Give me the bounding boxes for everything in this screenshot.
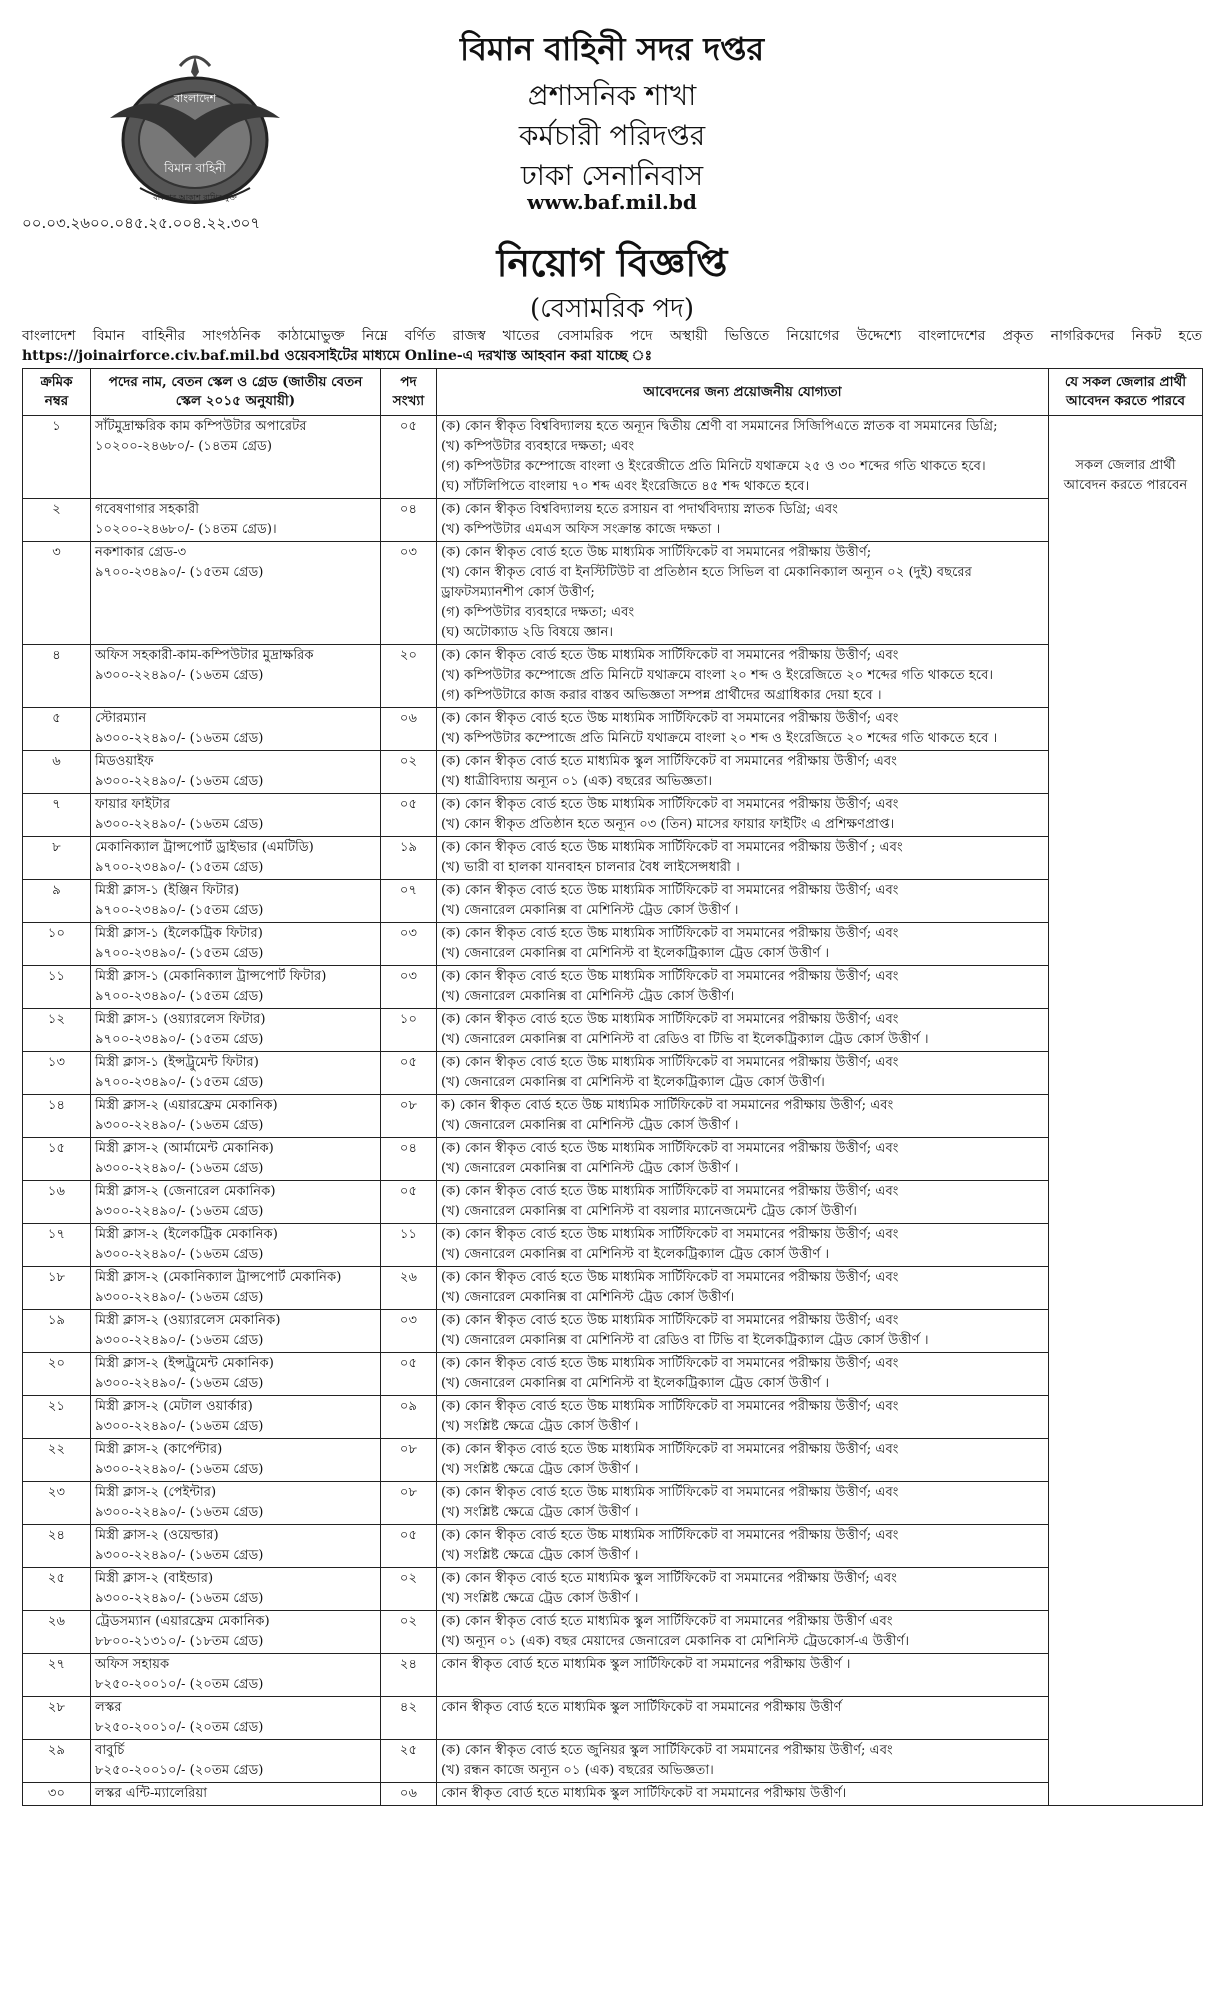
- row-post-count: ০৮: [381, 1482, 437, 1525]
- qualification-line: (খ) রন্ধন কাজে অন্যূন ০১ (এক) বছরের অভিজ্ঞতা।: [441, 1763, 714, 1778]
- qualification-line: (খ) জেনারেল মেকানিক্স বা মেশিনিস্ট ট্রেড কোর্স উত্তীর্ণ ।: [441, 1118, 739, 1133]
- position-name: বাবুর্চি: [95, 1743, 125, 1758]
- position-name: মিস্ত্রী ক্লাস-২ (জেনারেল মেকানিক): [95, 1184, 276, 1199]
- position-name: মিস্ত্রী ক্লাস-২ (ওয়্যারলেস মেকানিক): [95, 1313, 281, 1328]
- row-post-count: ৪২: [381, 1697, 437, 1740]
- qualification-line: কোন স্বীকৃত বোর্ড হতে মাধ্যমিক স্কুল সার্টিফিকেট বা সমমানের পরীক্ষায় উত্তীর্ণ: [441, 1700, 842, 1715]
- position-name: মেকানিক্যাল ট্রান্সপোর্ট ড্রাইভার (এমটিডি): [95, 840, 314, 855]
- row-serial: ১০: [23, 923, 91, 966]
- recruitment-table: [22, 368, 1203, 1806]
- row-qualification: [437, 499, 1049, 542]
- row-post-count: ১১: [381, 1224, 437, 1267]
- position-name: গবেষণাগার সহকারী: [95, 502, 199, 517]
- qualification-line: (খ) কোন স্বীকৃত প্রতিষ্ঠান হতে অন্যূন ০৩ (তিন) মাসের ফায়ার ফাইটিং এ প্রশিক্ষণপ্রাপ্ত।: [441, 817, 895, 832]
- table-row: [23, 1396, 1203, 1439]
- table-row: [23, 1181, 1203, 1224]
- pay-scale: ৯৩০০-২২৪৯০/- (১৬তম গ্রেড): [95, 774, 264, 789]
- row-qualification: [437, 751, 1049, 794]
- qualification-line: ক) কোন স্বীকৃত বোর্ড হতে উচ্চ মাধ্যমিক সার্টিফিকেট বা সমমানের পরীক্ষায় উত্তীর্ণ; এবং: [441, 1098, 894, 1113]
- table-row: [23, 751, 1203, 794]
- table-row: [23, 1353, 1203, 1396]
- table-row: [23, 708, 1203, 751]
- table-row: [23, 1439, 1203, 1482]
- position-name: সাঁটমুদ্রাক্ষরিক কাম কম্পিউটার অপারেটর: [95, 419, 307, 434]
- qualification-line: (ক) কোন স্বীকৃত বোর্ড হতে উচ্চ মাধ্যমিক সার্টিফিকেট বা সমমানের পরীক্ষায় উত্তীর্ণ; এবং: [441, 1528, 899, 1543]
- intro-paragraph: [22, 326, 1202, 366]
- row-serial: ৫: [23, 708, 91, 751]
- qualification-line: (ক) কোন স্বীকৃত বোর্ড হতে উচ্চ মাধ্যমিক সার্টিফিকেট বা সমমানের পরীক্ষায় উত্তীর্ণ; এবং: [441, 883, 899, 898]
- qualification-line: (ক) কোন স্বীকৃত বোর্ড হতে উচ্চ মাধ্যমিক সার্টিফিকেট বা সমমানের পরীক্ষায় উত্তীর্ণ; এবং: [441, 1442, 899, 1457]
- row-position: [91, 1052, 381, 1095]
- table-row: [23, 1568, 1203, 1611]
- row-serial: ২৪: [23, 1525, 91, 1568]
- pay-scale: ৯৭০০-২৩৪৯০/- (১৫তম গ্রেড): [95, 1075, 264, 1090]
- row-qualification: [437, 1310, 1049, 1353]
- position-name: ফায়ার ফাইটার: [95, 797, 171, 812]
- row-qualification: [437, 1697, 1049, 1740]
- row-post-count: ০২: [381, 1611, 437, 1654]
- qualification-line: (খ) জেনারেল মেকানিক্স বা মেশিনিস্ট বা ইলেকট্রিক্যাল ট্রেড কোর্স উত্তীর্ণ ।: [441, 1376, 830, 1391]
- pay-scale: ৯৭০০-২৩৪৯০/- (১৫তম গ্রেড): [95, 989, 264, 1004]
- table-row: [23, 966, 1203, 1009]
- row-position: [91, 1138, 381, 1181]
- position-name: লস্কর এন্টি-ম্যালেরিয়া: [95, 1786, 208, 1801]
- row-position: [91, 1568, 381, 1611]
- position-name: নকশাকার গ্রেড-৩: [95, 545, 187, 560]
- table-row: [23, 1482, 1203, 1525]
- qualification-line: (ক) কোন স্বীকৃত বোর্ড হতে উচ্চ মাধ্যমিক সার্টিফিকেট বা সমমানের পরীক্ষায় উত্তীর্ণ; এবং: [441, 1141, 899, 1156]
- qualification-line: (গ) কম্পিউটারে কাজ করার বাস্তব অভিজ্ঞতা সম্পন্ন প্রার্থীদের অগ্রাধিকার দেয়া হবে ।: [441, 688, 882, 703]
- qualification-line: (ক) কোন স্বীকৃত বোর্ড হতে উচ্চ মাধ্যমিক সার্টিফিকেট বা সমমানের পরীক্ষায় উত্তীর্ণ; এবং: [441, 1270, 899, 1285]
- row-serial: ১৮: [23, 1267, 91, 1310]
- table-row: [23, 645, 1203, 708]
- qualification-line: (ঘ) সাঁটলিপিতে বাংলায় ৭০ শব্দ এবং ইংরেজিতে ৪৫ শব্দ থাকতে হবে।: [441, 479, 810, 494]
- row-post-count: ০৮: [381, 1095, 437, 1138]
- row-position: [91, 751, 381, 794]
- row-position: [91, 966, 381, 1009]
- row-qualification: [437, 1353, 1049, 1396]
- qualification-line: (ক) কোন স্বীকৃত বোর্ড হতে উচ্চ মাধ্যমিক সার্টিফিকেট বা সমমানের পরীক্ষায় উত্তীর্ণ; এবং: [441, 1227, 899, 1242]
- pay-scale: ৮২৫০-২০০১০/- (২০তম গ্রেড): [95, 1763, 264, 1778]
- qualification-line: (ক) কোন স্বীকৃত বোর্ড হতে উচ্চ মাধ্যমিক সার্টিফিকেট বা সমমানের পরীক্ষায় উত্তীর্ণ ; এবং: [441, 840, 903, 855]
- qualification-line: (ক) কোন স্বীকৃত বোর্ড হতে উচ্চ মাধ্যমিক সার্টিফিকেট বা সমমানের পরীক্ষায় উত্তীর্ণ; এবং: [441, 797, 899, 812]
- table-header-row: [23, 369, 1203, 416]
- row-serial: ২১: [23, 1396, 91, 1439]
- org-name: বিমান বাহিনী সদর দপ্তর: [459, 30, 765, 68]
- pay-scale: ৯৩০০-২২৪৯০/- (১৬তম গ্রেড): [95, 1548, 264, 1563]
- row-post-count: ২৬: [381, 1267, 437, 1310]
- qualification-line: (খ) জেনারেল মেকানিক্স বা মেশিনিস্ট বা ইলেকট্রিক্যাল ট্রেড কোর্স উত্তীর্ণ ।: [441, 1247, 830, 1262]
- row-qualification: [437, 1224, 1049, 1267]
- row-post-count: ০৪: [381, 499, 437, 542]
- qualification-line: (ক) কোন স্বীকৃত বোর্ড হতে উচ্চ মাধ্যমিক সার্টিফিকেট বা সমমানের পরীক্ষায় উত্তীর্ণ; এবং: [441, 969, 899, 984]
- qualification-line: (খ) জেনারেল মেকানিক্স বা মেশিনিস্ট ট্রেড কোর্স উত্তীর্ণ।: [441, 1290, 735, 1305]
- pay-scale: ৯৩০০-২২৪৯০/- (১৬তম গ্রেড): [95, 1376, 264, 1391]
- qualification-line: (খ) জেনারেল মেকানিক্স বা মেশিনিস্ট বা ইলেকট্রিক্যাল ট্রেড কোর্স উত্তীর্ণ।: [441, 1075, 825, 1090]
- pay-scale: ৮২৫০-২০০১০/- (২০তম গ্রেড): [95, 1677, 264, 1692]
- row-post-count: ০৬: [381, 708, 437, 751]
- pay-scale: ৯৭০০-২৩৪৯০/- (১৫তম গ্রেড): [95, 860, 264, 875]
- row-serial: ৯: [23, 880, 91, 923]
- row-qualification: [437, 880, 1049, 923]
- row-post-count: ০৫: [381, 1052, 437, 1095]
- pay-scale: ৮২৫০-২০০১০/- (২০তম গ্রেড): [95, 1720, 264, 1735]
- row-serial: ২৯: [23, 1740, 91, 1783]
- row-post-count: ০৭: [381, 880, 437, 923]
- row-position: [91, 1525, 381, 1568]
- memo-number: ০০.০৩.২৬০০.০৪৫.২৫.০০৪.২২.৩০৭: [22, 214, 261, 232]
- qualification-line: (ক) কোন স্বীকৃত বোর্ড হতে উচ্চ মাধ্যমিক সার্টিফিকেট বা সমমানের পরীক্ষায় উত্তীর্ণ; এবং: [441, 1184, 899, 1199]
- table-row: [23, 1310, 1203, 1353]
- table-row: [23, 1525, 1203, 1568]
- table-body: [23, 416, 1203, 1806]
- position-name: মিস্ত্রী ক্লাস-২ (পেইন্টার): [95, 1485, 217, 1500]
- header-district: যে সকল জেলার প্রার্থী আবেদন করতে পারবে: [1049, 369, 1203, 416]
- directorate-name: কর্মচারী পরিদপ্তর: [518, 119, 706, 152]
- row-post-count: ০৯: [381, 1396, 437, 1439]
- pay-scale: ৮৮০০-২১৩১০/- (১৮তম গ্রেড): [95, 1634, 264, 1649]
- row-position: [91, 1224, 381, 1267]
- row-serial: ৭: [23, 794, 91, 837]
- position-name: মিস্ত্রী ক্লাস-১ (ইঞ্জিন ফিটার): [95, 883, 240, 898]
- header-qualification: আবেদনের জন্য প্রয়োজনীয় যোগ্যতা: [437, 369, 1049, 416]
- qualification-line: (গ) কম্পিউটার কম্পোজে বাংলা ও ইংরেজীতে প্রতি মিনিটে যথাক্রমে ২৫ ও ৩০ শব্দের গতি থাকতে হবে।: [441, 459, 986, 474]
- qualification-line: (খ) জেনারেল মেকানিক্স বা মেশিনিস্ট বা রেডিও বা টিভি বা ইলেকট্রিক্যাল ট্রেড কোর্স উত্তীর্ণ ।: [441, 1032, 929, 1047]
- row-post-count: ২০: [381, 645, 437, 708]
- row-position: [91, 542, 381, 645]
- row-qualification: [437, 1439, 1049, 1482]
- qualification-line: (খ) সংশ্লিষ্ট ক্ষেত্রে ট্রেড কোর্স উত্তীর্ণ ।: [441, 1548, 639, 1563]
- table-row: [23, 499, 1203, 542]
- header-count: পদ সংখ্যা: [381, 369, 437, 416]
- row-post-count: ২৫: [381, 1740, 437, 1783]
- row-serial: ১৭: [23, 1224, 91, 1267]
- website-text: www.baf.mil.bd: [527, 190, 697, 214]
- qualification-line: কোন স্বীকৃত বোর্ড হতে মাধ্যমিক স্কুল সার্টিফিকেট বা সমমানের পরীক্ষায় উত্তীর্ণ।: [441, 1786, 847, 1801]
- row-serial: ২৭: [23, 1654, 91, 1697]
- row-serial: ২৩: [23, 1482, 91, 1525]
- table-row: [23, 923, 1203, 966]
- table-row: [23, 880, 1203, 923]
- qualification-line: (খ) জেনারেল মেকানিক্স বা মেশিনিস্ট বা রেডিও বা টিভি বা ইলেকট্রিক্যাল ট্রেড কোর্স উত্তীর্ণ ।: [441, 1333, 929, 1348]
- logo-motto: বাংলার আকাশ রাখিব মুক্ত: [153, 193, 237, 202]
- header-position: পদের নাম, বেতন স্কেল ও গ্রেড (জাতীয় বেতন স্কেল ২০১৫ অনুযায়ী): [91, 369, 381, 416]
- row-qualification: [437, 1267, 1049, 1310]
- position-name: মিস্ত্রী ক্লাস-২ (কার্পেন্টার): [95, 1442, 223, 1457]
- notice-title: নিয়োগ বিজ্ঞপ্তি: [496, 240, 728, 285]
- table-row: [23, 1224, 1203, 1267]
- row-position: [91, 794, 381, 837]
- table-row: [23, 1611, 1203, 1654]
- position-name: মিস্ত্রী ক্লাস-২ (ওয়েল্ডার): [95, 1528, 219, 1543]
- table-row: [23, 1697, 1203, 1740]
- qualification-line: (খ) জেনারেল মেকানিক্স বা মেশিনিস্ট ট্রেড কোর্স উত্তীর্ণ ।: [441, 903, 739, 918]
- row-qualification: [437, 1740, 1049, 1783]
- qualification-line: (ক) কোন স্বীকৃত বোর্ড হতে উচ্চ মাধ্যমিক সার্টিফিকেট বা সমমানের পরীক্ষায় উত্তীর্ণ; এবং: [441, 711, 899, 726]
- qualification-line: (ক) কোন স্বীকৃত বোর্ড হতে উচ্চ মাধ্যমিক সার্টিফিকেট বা সমমানের পরীক্ষায় উত্তীর্ণ; এবং: [441, 1399, 899, 1414]
- row-qualification: [437, 1052, 1049, 1095]
- row-position: [91, 416, 381, 499]
- location: ঢাকা সেনানিবাস: [520, 159, 704, 192]
- row-serial: ৩০: [23, 1783, 91, 1806]
- row-serial: ২২: [23, 1439, 91, 1482]
- row-position: [91, 1740, 381, 1783]
- row-post-count: ১৯: [381, 837, 437, 880]
- qualification-line: (খ) সংশ্লিষ্ট ক্ষেত্রে ট্রেড কোর্স উত্তীর্ণ ।: [441, 1505, 639, 1520]
- row-qualification: [437, 416, 1049, 499]
- qualification-line: (খ) কম্পিউটার কম্পোজে প্রতি মিনিটে যথাক্রমে বাংলা ২০ শব্দ ও ইংরেজিতে ২০ শব্দের গতি থাকতে হবে ।: [441, 731, 998, 746]
- row-post-count: ০৩: [381, 1310, 437, 1353]
- qualification-line: (খ) সংশ্লিষ্ট ক্ষেত্রে ট্রেড কোর্স উত্তীর্ণ ।: [441, 1462, 639, 1477]
- notice-subtitle: (বেসামরিক পদ): [530, 294, 694, 324]
- row-qualification: [437, 1482, 1049, 1525]
- row-qualification: [437, 542, 1049, 645]
- qualification-line: (খ) জেনারেল মেকানিক্স বা মেশিনিস্ট ট্রেড কোর্স উত্তীর্ণ।: [441, 989, 735, 1004]
- position-name: মিস্ত্রী ক্লাস-১ (ইলেকট্রিক ফিটার): [95, 926, 263, 941]
- qualification-line: (ঘ) অটোক্যাড ২ডি বিষয়ে জ্ঞান।: [441, 625, 614, 640]
- row-qualification: [437, 1181, 1049, 1224]
- header-serial: ক্রমিক নম্বর: [23, 369, 91, 416]
- qualification-line: কোন স্বীকৃত বোর্ড হতে মাধ্যমিক স্কুল সার্টিফিকেট বা সমমানের পরীক্ষায় উত্তীর্ণ ।: [441, 1657, 851, 1672]
- qualification-line: (খ) কম্পিউটার কম্পোজে প্রতি মিনিটে যথাক্রমে বাংলা ২০ শব্দ ও ইংরেজিতে ২০ শব্দের গতি থাকতে হবে।: [441, 668, 994, 683]
- row-post-count: ০৩: [381, 923, 437, 966]
- row-position: [91, 1783, 381, 1806]
- qualification-line: (ক) কোন স্বীকৃত বিশ্ববিদ্যালয় হতে রসায়ন বা পদার্থবিদ্যায় স্নাতক ডিগ্রি; এবং: [441, 502, 838, 517]
- position-name: মিস্ত্রী ক্লাস-১ (ইন্সট্রুমেন্ট ফিটার): [95, 1055, 259, 1070]
- qualification-line: (খ) সংশ্লিষ্ট ক্ষেত্রে ট্রেড কোর্স উত্তীর্ণ ।: [441, 1591, 639, 1606]
- row-serial: ৬: [23, 751, 91, 794]
- qualification-line: (ক) কোন স্বীকৃত বিশ্ববিদ্যালয় হতে অন্যূন দ্বিতীয় শ্রেণী বা সমমানের সিজিপিএতে স্নাতক বা সমমানের ডিগ্রি;: [441, 419, 998, 434]
- qualification-line: (খ) জেনারেল মেকানিক্স বা মেশিনিস্ট ট্রেড কোর্স উত্তীর্ণ ।: [441, 1161, 739, 1176]
- row-qualification: [437, 1611, 1049, 1654]
- table-row: [23, 542, 1203, 645]
- table-row: [23, 1009, 1203, 1052]
- qualification-line: (খ) জেনারেল মেকানিক্স বা মেশিনিস্ট বা ইলেকট্রিক্যাল ট্রেড কোর্স উত্তীর্ণ ।: [441, 946, 830, 961]
- pay-scale: ৯৩০০-২২৪৯০/- (১৬তম গ্রেড): [95, 1419, 264, 1434]
- district-eligibility: সকল জেলার প্রার্থী আবেদন করতে পারবেন: [1049, 416, 1203, 1806]
- qualification-line: (ক) কোন স্বীকৃত বোর্ড হতে উচ্চ মাধ্যমিক সার্টিফিকেট বা সমমানের পরীক্ষায় উত্তীর্ণ; এবং: [441, 1055, 899, 1070]
- row-position: [91, 1697, 381, 1740]
- position-name: মিস্ত্রী ক্লাস-১ (মেকানিক্যাল ট্রান্সপোর্ট ফিটার): [95, 969, 327, 984]
- pay-scale: ১০২০০-২৪৬৮০/- (১৪তম গ্রেড): [95, 439, 272, 454]
- row-position: [91, 1482, 381, 1525]
- row-qualification: [437, 1396, 1049, 1439]
- qualification-line: (ক) কোন স্বীকৃত বোর্ড হতে উচ্চ মাধ্যমিক সার্টিফিকেট বা সমমানের পরীক্ষায় উত্তীর্ণ; এবং: [441, 926, 899, 941]
- qualification-line: (ক) কোন স্বীকৃত বোর্ড হতে উচ্চ মাধ্যমিক সার্টিফিকেট বা সমমানের পরীক্ষায় উত্তীর্ণ; এবং: [441, 1485, 899, 1500]
- qualification-line: (খ) কম্পিউটার এমএস অফিস সংক্রান্ত কাজে দক্ষতা ।: [441, 522, 721, 537]
- row-position: [91, 1267, 381, 1310]
- qualification-line: (ক) কোন স্বীকৃত বোর্ড হতে মাধ্যমিক স্কুল সার্টিফিকেট বা সমমানের পরীক্ষায় উত্তীর্ণ; এবং: [441, 1571, 897, 1586]
- row-qualification: [437, 1525, 1049, 1568]
- row-position: [91, 499, 381, 542]
- row-serial: ১৬: [23, 1181, 91, 1224]
- position-name: লস্কর: [95, 1700, 122, 1715]
- qualification-line: (গ) কম্পিউটার ব্যবহারে দক্ষতা; এবং: [441, 605, 635, 620]
- qualification-line: (খ) ধাত্রীবিদ্যায় অন্যূন ০১ (এক) বছরের অভিজ্ঞতা।: [441, 774, 713, 789]
- row-position: [91, 1439, 381, 1482]
- row-position: [91, 1009, 381, 1052]
- logo-top-text: বাংলাদেশ: [173, 92, 217, 105]
- pay-scale: ৯৩০০-২২৪৯০/- (১৬তম গ্রেড): [95, 668, 264, 683]
- qualification-line: (ক) কোন স্বীকৃত বোর্ড হতে মাধ্যমিক স্কুল সার্টিফিকেট বা সমমানের পরীক্ষায় উত্তীর্ণ; এবং: [441, 754, 897, 769]
- row-serial: ১২: [23, 1009, 91, 1052]
- row-serial: ৮: [23, 837, 91, 880]
- table-row: [23, 1052, 1203, 1095]
- position-name: অফিস সহায়ক: [95, 1657, 170, 1672]
- row-serial: ১৩: [23, 1052, 91, 1095]
- logo-bottom-text: বিমান বাহিনী: [164, 161, 226, 175]
- row-post-count: ০৪: [381, 1138, 437, 1181]
- row-post-count: ০৫: [381, 1181, 437, 1224]
- qualification-line: (খ) জেনারেল মেকানিক্স বা মেশিনিস্ট বা বয়লার ম্যানেজমেন্ট ট্রেড কোর্স উত্তীর্ণ।: [441, 1204, 857, 1219]
- row-post-count: ০৮: [381, 1439, 437, 1482]
- row-position: [91, 1181, 381, 1224]
- row-qualification: [437, 1138, 1049, 1181]
- row-post-count: ০৫: [381, 1353, 437, 1396]
- position-name: মিস্ত্রী ক্লাস-১ (ওয়্যারলেস ফিটার): [95, 1012, 266, 1027]
- row-position: [91, 1654, 381, 1697]
- row-position: [91, 880, 381, 923]
- row-qualification: [437, 966, 1049, 1009]
- row-post-count: ০২: [381, 1568, 437, 1611]
- pay-scale: ৯৩০০-২২৪৯০/- (১৬তম গ্রেড): [95, 1333, 264, 1348]
- row-post-count: ২৪: [381, 1654, 437, 1697]
- row-qualification: [437, 645, 1049, 708]
- table-row: [23, 837, 1203, 880]
- row-serial: ৩: [23, 542, 91, 645]
- pay-scale: ৯৩০০-২২৪৯০/- (১৬তম গ্রেড): [95, 1118, 264, 1133]
- row-serial: ২: [23, 499, 91, 542]
- row-qualification: [437, 1783, 1049, 1806]
- qualification-line: (ক) কোন স্বীকৃত বোর্ড হতে উচ্চ মাধ্যমিক সার্টিফিকেট বা সমমানের পরীক্ষায় উত্তীর্ণ; এবং: [441, 648, 899, 663]
- qualification-line: (ক) কোন স্বীকৃত বোর্ড হতে মাধ্যমিক স্কুল সার্টিফিকেট বা সমমানের পরীক্ষায় উত্তীর্ণ এবং: [441, 1614, 893, 1629]
- qualification-line: (খ) কম্পিউটার ব্যবহারে দক্ষতা; এবং: [441, 439, 635, 454]
- pay-scale: ৯৭০০-২৩৪৯০/- (১৫তম গ্রেড): [95, 903, 264, 918]
- pay-scale: ৯৩০০-২২৪৯০/- (১৬তম গ্রেড): [95, 1290, 264, 1305]
- pay-scale: ৯৩০০-২২৪৯০/- (১৬তম গ্রেড): [95, 817, 264, 832]
- qualification-line: (খ) কোন স্বীকৃত বোর্ড বা ইনস্টিটিউট বা প্রতিষ্ঠান হতে সিভিল বা মেকানিক্যাল অন্যূন ০২ (দুই) বছরের ড্রাফটসম্যানশীপ কোর্স উত্তীর্ণ;: [441, 565, 972, 600]
- row-qualification: [437, 1568, 1049, 1611]
- qualification-line: (খ) ভারী বা হালকা যানবাহন চালনার বৈধ লাইসেন্সধারী ।: [441, 860, 740, 875]
- table-row: [23, 1267, 1203, 1310]
- row-position: [91, 1095, 381, 1138]
- position-name: অফিস সহকারী-কাম-কম্পিউটার মুদ্রাক্ষরিক: [95, 648, 314, 663]
- pay-scale: ৯৭০০-২৩৪৯০/- (১৫তম গ্রেড): [95, 565, 264, 580]
- row-qualification: [437, 1654, 1049, 1697]
- row-post-count: ০৩: [381, 542, 437, 645]
- pay-scale: ১০২০০-২৪৬৮০/- (১৪তম গ্রেড)।: [95, 522, 277, 537]
- row-post-count: ০৫: [381, 794, 437, 837]
- row-qualification: [437, 923, 1049, 966]
- position-name: মিস্ত্রী ক্লাস-২ (বাইন্ডার): [95, 1571, 214, 1586]
- position-name: মিস্ত্রী ক্লাস-২ (মেটাল ওয়ার্কার): [95, 1399, 253, 1414]
- table-row: [23, 1783, 1203, 1806]
- row-position: [91, 1396, 381, 1439]
- row-serial: ৪: [23, 645, 91, 708]
- qualification-line: (ক) কোন স্বীকৃত বোর্ড হতে উচ্চ মাধ্যমিক সার্টিফিকেট বা সমমানের পরীক্ষায় উত্তীর্ণ;: [441, 545, 872, 560]
- qualification-line: (ক) কোন স্বীকৃত বোর্ড হতে উচ্চ মাধ্যমিক সার্টিফিকেট বা সমমানের পরীক্ষায় উত্তীর্ণ; এবং: [441, 1012, 899, 1027]
- table-row: [23, 1654, 1203, 1697]
- row-qualification: [437, 708, 1049, 751]
- pay-scale: ৯৩০০-২২৪৯০/- (১৬তম গ্রেড): [95, 731, 264, 746]
- row-serial: ২০: [23, 1353, 91, 1396]
- qualification-line: (খ) সংশ্লিষ্ট ক্ষেত্রে ট্রেড কোর্স উত্তীর্ণ ।: [441, 1419, 639, 1434]
- row-serial: ১৫: [23, 1138, 91, 1181]
- table-row: [23, 1138, 1203, 1181]
- table-row: [23, 794, 1203, 837]
- row-position: [91, 1353, 381, 1396]
- row-serial: ১৪: [23, 1095, 91, 1138]
- row-post-count: ০৫: [381, 416, 437, 499]
- row-qualification: [437, 1095, 1049, 1138]
- row-post-count: ০২: [381, 751, 437, 794]
- position-name: মিস্ত্রী ক্লাস-২ (ইলেকট্রিক মেকানিক): [95, 1227, 278, 1242]
- row-serial: ২৮: [23, 1697, 91, 1740]
- position-name: মিস্ত্রী ক্লাস-২ (মেকানিক্যাল ট্রান্সপোর্ট মেকানিক): [95, 1270, 342, 1285]
- position-name: স্টোরম্যান: [95, 711, 147, 726]
- pay-scale: ৯৩০০-২২৪৯০/- (১৬তম গ্রেড): [95, 1161, 264, 1176]
- row-serial: ১: [23, 416, 91, 499]
- table-row: [23, 1095, 1203, 1138]
- row-position: [91, 708, 381, 751]
- intro-text: বাংলাদেশ বিমান বাহিনীর সাংগঠনিক কাঠামোভুক্ত নিম্নে বর্ণিত রাজস্ব খাতের বেসামরিক পদে অস্থায়ী ভিত্তিতে নিয়োগের উদ্দেশ্যে বাংলাদেশের প্রকৃত নাগরিকদের নিকট হতে: [22, 328, 1202, 344]
- row-position: [91, 645, 381, 708]
- pay-scale: ৯৩০০-২২৪৯০/- (১৬তম গ্রেড): [95, 1591, 264, 1606]
- position-name: মিস্ত্রী ক্লাস-২ (এয়ারফ্রেম মেকানিক): [95, 1098, 278, 1113]
- row-qualification: [437, 1009, 1049, 1052]
- row-serial: ১১: [23, 966, 91, 1009]
- qualification-line: (ক) কোন স্বীকৃত বোর্ড হতে উচ্চ মাধ্যমিক সার্টিফিকেট বা সমমানের পরীক্ষায় উত্তীর্ণ; এবং: [441, 1313, 899, 1328]
- row-serial: ২৫: [23, 1568, 91, 1611]
- pay-scale: ৯৩০০-২২৪৯০/- (১৬তম গ্রেড): [95, 1462, 264, 1477]
- qualification-line: (ক) কোন স্বীকৃত বোর্ড হতে জুনিয়র স্কুল সার্টিফিকেট বা সমমানের পরীক্ষায় উত্তীর্ণ; এবং: [441, 1743, 893, 1758]
- row-position: [91, 923, 381, 966]
- position-name: ট্রেডসম্যান (এয়ারফ্রেম মেকানিক): [95, 1614, 270, 1629]
- row-post-count: ১০: [381, 1009, 437, 1052]
- row-serial: ২৬: [23, 1611, 91, 1654]
- apply-url-link[interactable]: https://joinairforce.civ.baf.mil.bd: [22, 348, 280, 364]
- row-position: [91, 1611, 381, 1654]
- intro-tail: ওয়েবসাইটের মাধ্যমে Online-এ দরখাস্ত আহবান করা যাচ্ছে ঃ: [279, 348, 653, 364]
- qualification-line: (খ) অন্যূন ০১ (এক) বছর মেয়াদের জেনারেল মেকানিক বা মেশিনিস্ট ট্রেডকোর্স-এ উত্তীর্ণ।: [441, 1634, 910, 1649]
- table-row: [23, 416, 1203, 499]
- position-name: মিস্ত্রী ক্লাস-২ (আর্মামেন্ট মেকানিক): [95, 1141, 274, 1156]
- row-position: [91, 1310, 381, 1353]
- qualification-line: (ক) কোন স্বীকৃত বোর্ড হতে উচ্চ মাধ্যমিক সার্টিফিকেট বা সমমানের পরীক্ষায় উত্তীর্ণ; এবং: [441, 1356, 899, 1371]
- pay-scale: ৯৭০০-২৩৪৯০/- (১৫তম গ্রেড): [95, 1032, 264, 1047]
- row-qualification: [437, 837, 1049, 880]
- row-qualification: [437, 794, 1049, 837]
- branch-name: প্রশাসনিক শাখা: [527, 79, 697, 112]
- pay-scale: ৯৩০০-২২৪৯০/- (১৬তম গ্রেড): [95, 1247, 264, 1262]
- pay-scale: ৯৭০০-২৩৪৯০/- (১৫তম গ্রেড): [95, 946, 264, 961]
- pay-scale: ৯৩০০-২২৪৯০/- (১৬তম গ্রেড): [95, 1204, 264, 1219]
- row-position: [91, 837, 381, 880]
- position-name: মিডওয়াইফ: [95, 754, 154, 769]
- row-serial: ১৯: [23, 1310, 91, 1353]
- row-post-count: ০৬: [381, 1783, 437, 1806]
- position-name: মিস্ত্রী ক্লাস-২ (ইন্সট্রুমেন্ট মেকানিক): [95, 1356, 274, 1371]
- row-post-count: ০৫: [381, 1525, 437, 1568]
- row-post-count: ০৩: [381, 966, 437, 1009]
- pay-scale: ৯৩০০-২২৪৯০/- (১৬তম গ্রেড): [95, 1505, 264, 1520]
- table-row: [23, 1740, 1203, 1783]
